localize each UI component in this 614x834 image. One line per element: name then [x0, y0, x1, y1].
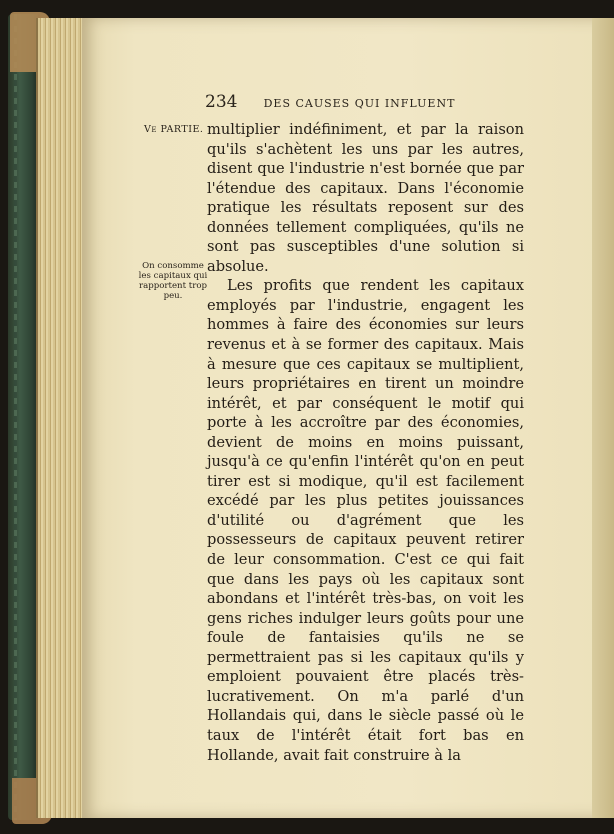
running-header [205, 92, 455, 112]
margin-note: On consomme les capitaux qui rapportent trop peu. [138, 261, 208, 301]
page-stack-edges [36, 18, 86, 818]
part-label: Ve PARTIE. [144, 124, 204, 135]
paragraph: multiplier indéfiniment, et par la raison qu'ils s'achètent les uns par les autres, disent que l'industrie n'est bornée que par l'étendue des capitaux. Dans l'économie pratique les résultats reposent sur des données tellement compliquées, qu'ils ne sont pas susceptibles d'une solution si absolue. [207, 121, 524, 275]
book-spine [8, 14, 38, 820]
page-number: 234 [205, 92, 238, 112]
body-text [207, 120, 524, 765]
right-page-edge [592, 18, 614, 818]
paragraph: Les profits que rendent les capitaux employés par l'industrie, engagent les hommes à faire des économies sur leurs revenus et à se former des capitaux. Mais à mesure que ces capitaux se multiplient, leurs propriétaires en tirent un moindre intérêt, et par conséquent le motif qui porte à les accroître par des économies, devient de moins en moins puissant, jusqu'à ce qu'enfin l'intérêt qu'on en peut tirer est si modique, qu'il est facilement excédé par les plus petites jouissances d'utilité ou d'agrément que les possesseurs de capitaux peuvent retirer de leur consommation. C'est ce qui fait que dans les pays où les capitaux sont abondans et l'intérêt très-bas, on voit les gens riches indulger leurs goûts pour une foule de fantaisies qu'ils ne se permettraient pas si les capitaux qu'ils y emploient pouvaient être placés très-lucrativement. On m'a parlé d'un Hollandais qui, dans le siècle passé où le taux de l'intérêt était fort bas en Hollande, avait fait construire à la [207, 277, 524, 764]
running-title: DES CAUSES QUI INFLUENT [263, 97, 456, 110]
